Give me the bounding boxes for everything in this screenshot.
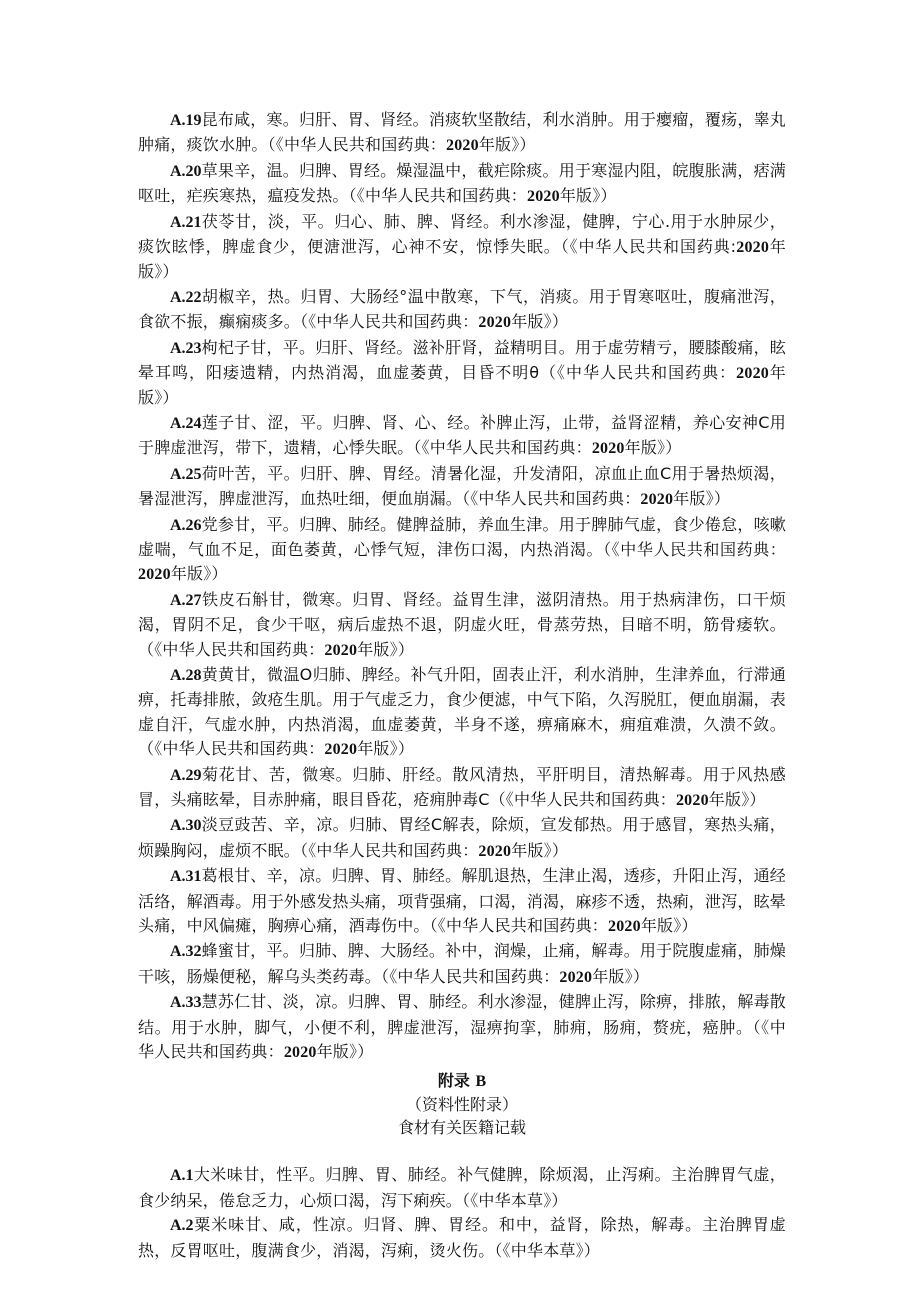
entry-source-year: 2020 xyxy=(591,440,625,458)
entry-code: A.20 xyxy=(170,162,202,180)
entry-paragraph xyxy=(138,763,786,814)
entry-paragraph xyxy=(138,663,786,763)
entry-text: 铁皮石斛甘，微寒。归胃、肾经。益胃生津，滋阴清热。用于热病津伤，口干烦渴，胃阴不足，食少干呕，病后虚热不退，阴虚火旺，骨蒸劳热，目暗不明，筋骨痿软。（《中华人民共和国药典： xyxy=(138,589,786,659)
entry-source-year: 2020 xyxy=(608,918,641,935)
entry-paragraph xyxy=(138,285,786,336)
entry-text: 葛根甘、辛，凉。归脾、胃、肺经。解肌退热，生津止渴，透疹，升阳止泻，通经活络，解酒毒。用于外感发热头痛，项背强痛，口渴，消渴，麻疹不透，热痢，泄泻，眩晕头痛，中风偏瘫，胸痹心痛，酒毒伤中。（《中华人民共和国药典： xyxy=(138,866,787,935)
entry-code: A.2 xyxy=(170,1217,194,1235)
entry-source-tail: 年版》） xyxy=(357,639,415,659)
entry-source-tail: 年版》） xyxy=(673,489,731,509)
entry-paragraph xyxy=(138,588,786,663)
entry-paragraph xyxy=(138,990,786,1065)
entry-paragraph xyxy=(138,411,786,462)
entry-text: 党参甘，平。归脾、肺经。健脾益肺，养血生津。用于脾肺气虚，食少倦怠，咳嗽虚喘，气血不足，面色萎黄，心悸气短，津伤口渴，内热消渴。（《中华人民共和国药典： xyxy=(138,514,786,559)
entry-code: A.30 xyxy=(170,817,202,835)
entry-text: 草果辛，温。归脾、胃经。燥湿温中，截疟除痰。用于寒湿内阻，皖腹胀满，痞满呕吐，疟疾寒热，瘟疫发热。（《中华人民共和国药典： xyxy=(138,160,786,206)
entry-code: A.23 xyxy=(170,339,202,357)
entry-code: A.29 xyxy=(170,766,202,784)
entry-code: A.21 xyxy=(170,213,202,231)
entry-source-tail: 年版》） xyxy=(592,966,650,986)
entry-paragraph xyxy=(138,1213,786,1263)
entry-text: 昆布咸，寒。归肝、胃、肾经。消痰软坚散结，利水消肿。用于瘿瘤，覆疡，睾丸肿痛，痰饮水肿。（《中华人民共和国药典： xyxy=(138,110,786,155)
entry-code: A.26 xyxy=(170,516,202,534)
entry-source-year: 2020 xyxy=(736,239,770,257)
entry-source-year: 2020 xyxy=(283,1044,317,1062)
entry-paragraph xyxy=(138,210,786,285)
entry-code: A.27 xyxy=(170,591,202,609)
spacer xyxy=(138,1139,786,1163)
entry-source-year: 2020 xyxy=(527,188,560,206)
appendix-b-section xyxy=(138,1069,786,1263)
entry-source-tail: 年版》） xyxy=(478,135,536,155)
entry-code: A.32 xyxy=(170,943,202,961)
entry-code: A.31 xyxy=(170,868,202,886)
entry-text: 胡椒辛，热。归胃、大肠经°温中散寒，下气，消痰。用于胃寒呕吐，腹痛泄泻，食欲不振，癫痫痰多。（《中华人民共和国药典： xyxy=(138,286,786,332)
entry-source-year: 2020 xyxy=(138,566,171,584)
entry-text: 慧苏仁甘、淡，凉。归脾、胃、肺经。利水渗湿，健脾止泻，除痹，排脓，解毒散结。用于水肿，脚气，小便不利，脾虚泄泻，湿痹拘挛，肺痈，肠痈，赘疣，癌肿。（《中华人民共和国药典： xyxy=(138,992,786,1062)
entry-code: A.22 xyxy=(170,288,202,306)
appendix-a-entries xyxy=(138,108,786,1065)
entry-text: 茯苓甘，淡，平。归心、肺、脾、肾经。利水渗湿，健脾，宁心.用于水肿尿少，痰饮眩悸，脾虚食少，便溏泄泻，心神不安，惊悸失眠。（《中华人民共和国药典: xyxy=(138,211,786,257)
entry-source-year: 2020 xyxy=(736,365,769,383)
entry-source-year: 2020 xyxy=(478,842,512,860)
entry-code: A.1 xyxy=(170,1167,194,1185)
entry-source-year: 2020 xyxy=(324,641,358,659)
entry-source-tail: 年版》） xyxy=(511,840,569,860)
entry-source-year: 2020 xyxy=(446,137,479,155)
entry-paragraph xyxy=(138,513,786,588)
entry-code: A.33 xyxy=(170,994,202,1012)
entry-code: A.28 xyxy=(170,666,202,684)
entry-text: 黄黄甘，微温O归肺、脾经。补气升阳，固表止汗，利水消肿，生津养血，行滞通痹，托毒排脓，敛疮生肌。用于气虚乏力，食少便滤，中气下陷，久泻脱肛，便血崩漏，表虚自汗，气虚水肿，内热消渴，血虚萎黄，半身不遂，痹痛麻木，痈疽难溃，久溃不敛。（《中华人民共和国药典： xyxy=(138,664,787,759)
entry-source-tail: 年版》） xyxy=(511,312,569,332)
entry-source-tail: 年版》） xyxy=(316,1042,374,1062)
entry-code: A.19 xyxy=(170,112,202,129)
entry-source-tail: 年版》） xyxy=(559,186,617,206)
entry-source-tail: 年版》） xyxy=(138,363,786,408)
entry-text: 蜂蜜甘，平。归肺、脾、大肠经。补中，润燥，止痛，解毒。用于院腹虚痛，肺燥干咳，肠燥便秘，解乌头类药毒。（《中华人民共和国药典： xyxy=(138,941,786,986)
entry-paragraph xyxy=(138,462,786,513)
entry-paragraph xyxy=(138,864,786,939)
entry-text: 荷叶苦，平。归肝、脾、胃经。清暑化湿，升发清阳，凉血止血C用于暑热烦渴，暑湿泄泻，脾虚泄泻，血热吐细，便血崩漏。（《中华人民共和国药典： xyxy=(138,463,786,509)
entry-source-tail: 年版》） xyxy=(170,564,228,584)
entry-source-year: 2020 xyxy=(640,491,674,509)
appendix-b-entries xyxy=(138,1163,786,1263)
appendix-b-title xyxy=(138,1069,786,1093)
entry-paragraph xyxy=(138,108,786,159)
entry-source-tail: 年版》） xyxy=(138,237,787,282)
appendix-b-title-letter: B xyxy=(475,1073,487,1091)
entry-text: 粟米味甘、咸，性凉。归肾、脾、胃经。和中，益肾，除热，解毒。主治脾胃虚热，反胃呕吐，腹满食少，消渴，泻痢，烫火伤。（《中华本草》） xyxy=(138,1215,786,1260)
entry-text: 枸杞子甘，平。归肝、肾经。滋补肝肾，益精明目。用于虚劳精亏，腰膝酸痛，眩晕耳鸣，阳痿遗精，内热消渴，血虚萎黄，目昏不明θ（《中华人民共和国药典： xyxy=(138,337,786,383)
entry-paragraph xyxy=(138,813,786,864)
entry-text: 淡豆豉苦、辛，凉。归肺、胃经C解表，除烦，宣发郁热。用于感冒，寒热头痛，烦躁胸闷，虚烦不眠。（《中华人民共和国药典： xyxy=(138,815,786,860)
entry-source-tail: 年版》） xyxy=(708,789,766,809)
entry-source-tail: 年版》） xyxy=(640,916,698,935)
appendix-b-heading: 食材有关医籍记载 xyxy=(397,1118,526,1138)
entry-code: A.25 xyxy=(170,465,202,483)
entry-paragraph xyxy=(138,336,786,411)
entry-paragraph xyxy=(138,939,786,990)
appendix-b-subtitle: （资料性附录） xyxy=(405,1095,518,1115)
entry-text: 大米味甘，性平。归脾、胃、肺经。补气健脾，除烦渴，止泻痢。主治脾胃气虚，食少纳呆，倦怠乏力，心烦口渴，泻下痢疾。（《中华本草》） xyxy=(138,1165,786,1210)
entry-text: 莲子甘、涩，平。归脾、肾、心、经。补脾止泻，止带，益肾涩精，养心安神C用于脾虚泄泻，带下，遗精，心悸失眠。（《中华人民共和国药典： xyxy=(138,412,786,458)
entry-source-year: 2020 xyxy=(675,791,709,809)
entry-source-year: 2020 xyxy=(559,968,593,986)
entry-source-tail: 年版》） xyxy=(357,739,415,759)
document-page xyxy=(138,108,786,1263)
entry-source-year: 2020 xyxy=(478,314,512,332)
appendix-b-title-prefix: 附录 xyxy=(437,1071,470,1091)
entry-text: 菊花甘、苦，微寒。归肺、肝经。散风清热，平肝明目，清热解毒。用于风热感冒，头痛眩晕，目赤肿痛，眼目昏花，疮痈肿毒C（《中华人民共和国药典： xyxy=(138,764,786,809)
entry-paragraph xyxy=(138,159,786,210)
entry-source-year: 2020 xyxy=(324,741,358,759)
entry-source-tail: 年版》） xyxy=(624,438,682,458)
entry-paragraph xyxy=(138,1163,786,1213)
entry-code: A.24 xyxy=(170,414,202,432)
